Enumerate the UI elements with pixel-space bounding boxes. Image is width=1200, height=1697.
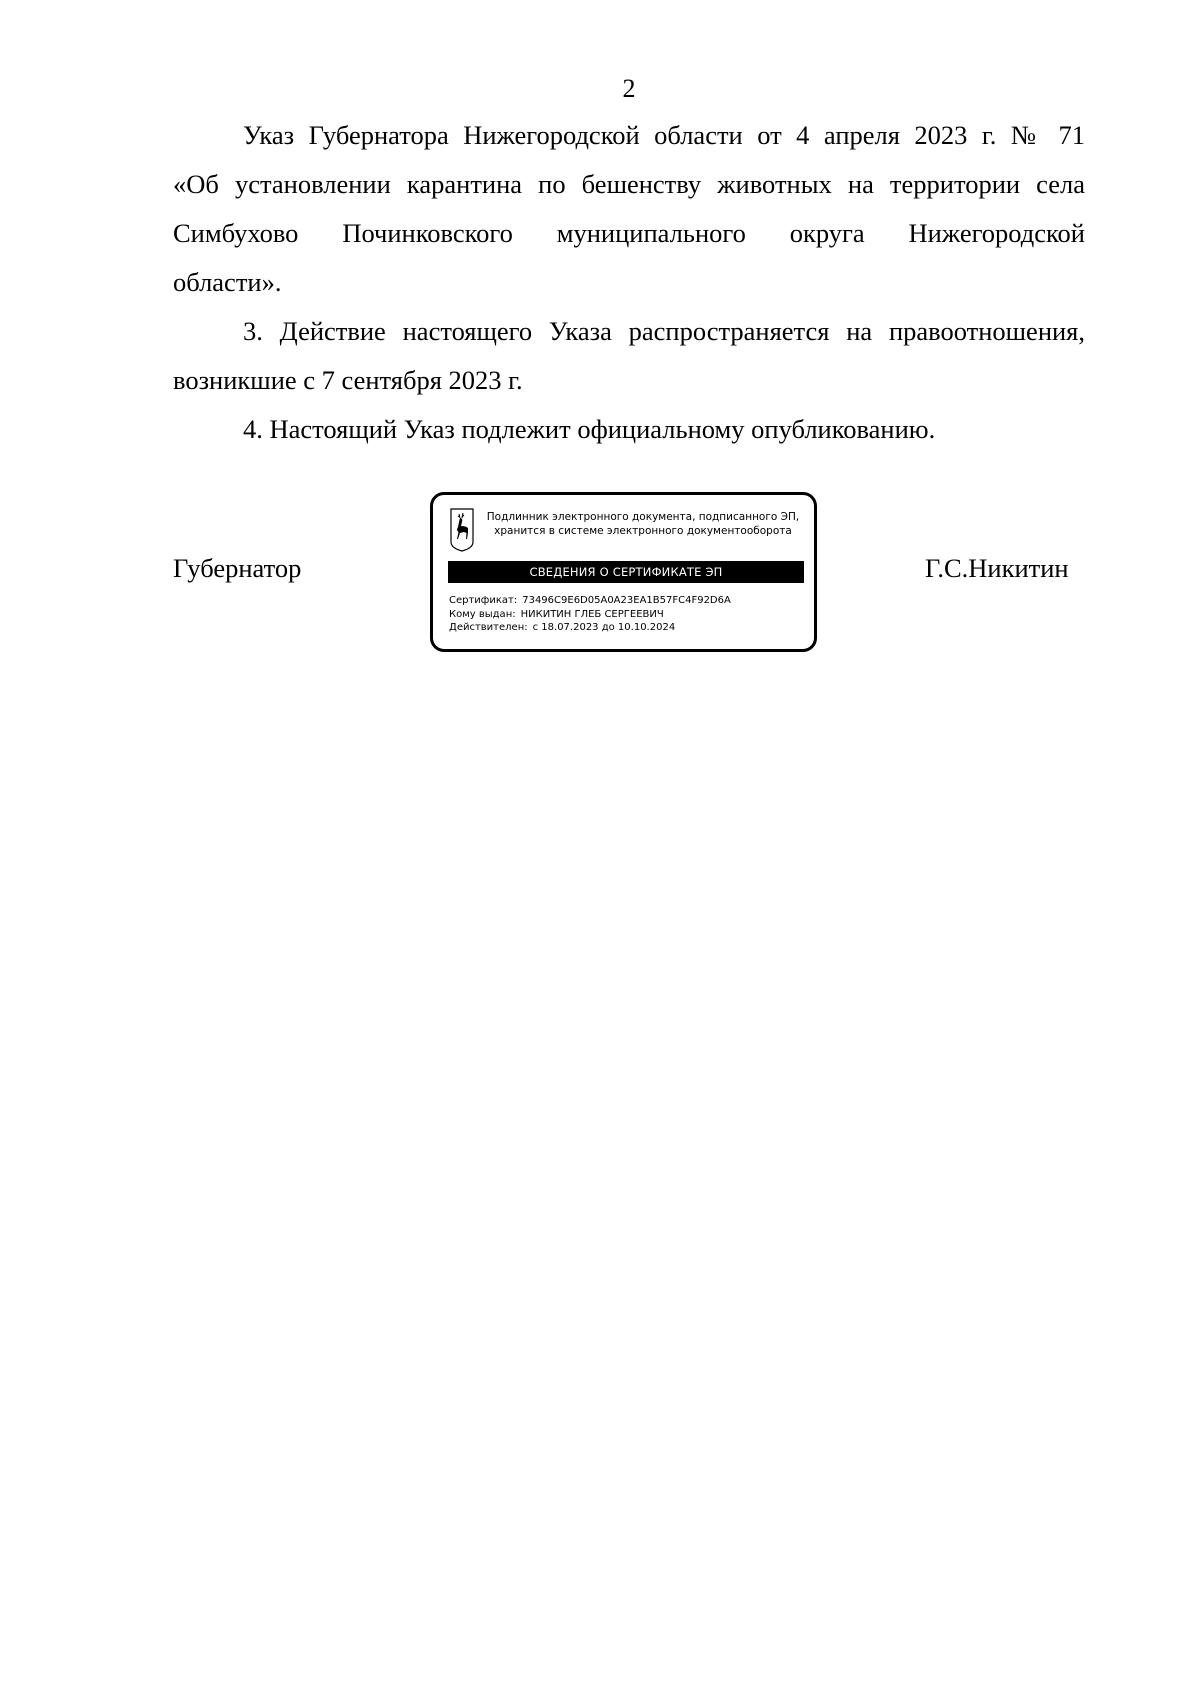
- issued-to-value: НИКИТИН ГЛЕБ СЕРГЕЕВИЧ: [520, 608, 664, 620]
- stamp-header-line: Подлинник электронного документа, подписанного ЭП,: [486, 511, 800, 523]
- stamp-header-line: хранится в системе электронного документооборота: [494, 525, 792, 537]
- issued-to-label: Кому выдан:: [449, 608, 516, 620]
- paragraph-item-4: [173, 405, 1085, 454]
- text-line: «Об установлении карантина по бешенству животных на территории села: [173, 169, 1085, 199]
- deer-coat-of-arms-icon: [450, 508, 474, 552]
- validity-value: с 18.07.2023 до 10.10.2024: [532, 622, 676, 633]
- signer-position: Губернатор: [173, 553, 302, 583]
- stamp-header: [483, 510, 803, 538]
- text-line: области».: [173, 267, 282, 297]
- paragraph-item-3: [173, 307, 1085, 405]
- certificate-info-title: СВЕДЕНИЯ О СЕРТИФИКАТЕ ЭП: [448, 561, 804, 583]
- electronic-signature-stamp: [430, 492, 817, 652]
- page-number: 2: [622, 74, 636, 103]
- paragraph-decree-reference: [173, 111, 1085, 307]
- validity-label: Действителен:: [449, 622, 528, 633]
- certificate-row: [449, 594, 731, 608]
- certificate-label: Сертификат:: [449, 595, 518, 606]
- validity-row: [449, 621, 731, 635]
- certificate-details: [449, 594, 731, 635]
- signer-name: Г.С.Никитин: [925, 553, 1069, 583]
- text-line: возникшие с 7 сентября 2023 г.: [173, 365, 523, 395]
- document-body: [173, 111, 1085, 454]
- certificate-value: 73496C9E6D05A0A23EA1B57FC4F92D6A: [522, 595, 731, 606]
- text-line: Указ Губернатора Нижегородской области от 4 апреля 2023 г. № 71: [243, 120, 1085, 150]
- text-line: 4. Настоящий Указ подлежит официальному опубликованию.: [243, 414, 936, 444]
- text-line: 3. Действие настоящего Указа распространяется на правоотношения,: [243, 316, 1085, 346]
- issued-to-row: [449, 608, 731, 622]
- text-line: Симбухово Починковского муниципального округа Нижегородской: [173, 218, 1085, 248]
